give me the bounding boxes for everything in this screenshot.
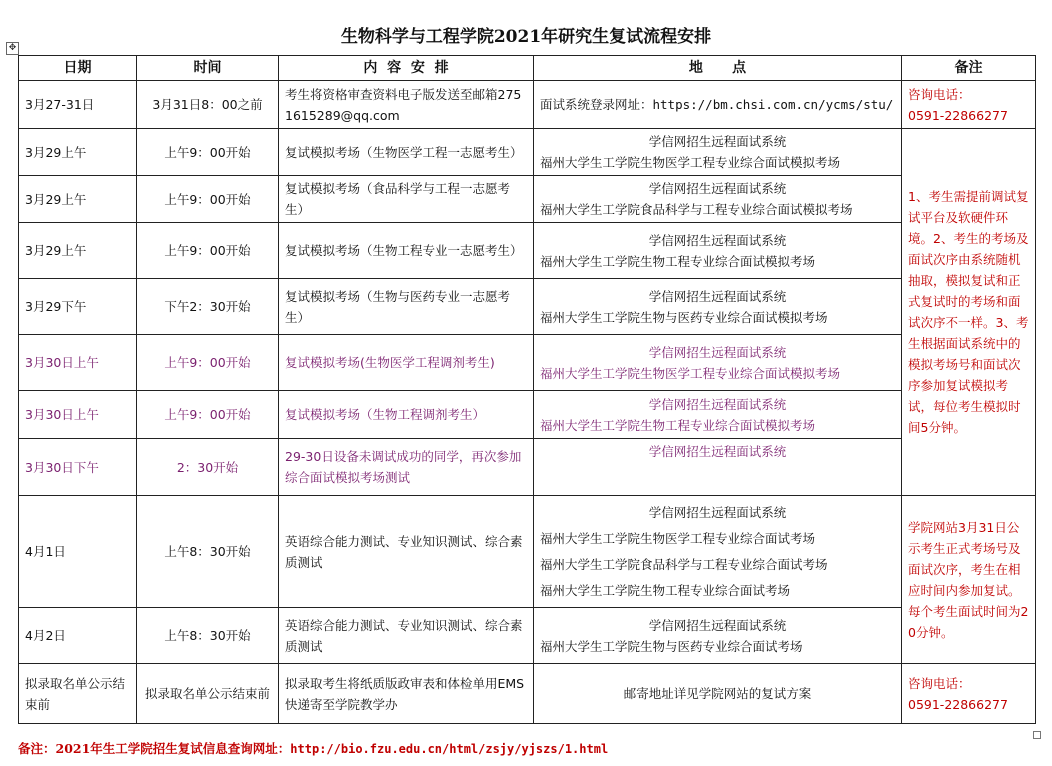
date-cell: 3月29下午: [19, 279, 137, 335]
table-resize-handle-icon[interactable]: [1033, 731, 1041, 739]
place-cell: [534, 176, 902, 223]
note-cell-consult-2: [902, 664, 1036, 724]
content-cell: 考生将资格审查资料电子版发送至邮箱2751615289@qq.com: [279, 81, 534, 129]
table-row: [19, 391, 1036, 439]
time-cell: 下午2：30开始: [137, 279, 279, 335]
date-cell: 4月2日: [19, 608, 137, 664]
place-line: 学信网招生远程面试系统: [648, 344, 787, 360]
place-cell: [534, 439, 902, 496]
table-header-row: [19, 56, 1036, 81]
footer-label: 备注：2021年生工学院招生复试信息查询网址：: [18, 741, 291, 756]
place-line: 学信网招生远程面试系统: [648, 617, 787, 633]
place-cell: [534, 608, 902, 664]
consult-phone: 0591-22866277: [908, 696, 1008, 712]
place-line: 福州大学生工学院食品科学与工程专业综合面试考场: [540, 556, 828, 572]
table-row: [19, 664, 1036, 724]
place-line: 福州大学生工学院生物工程专业综合面试模拟考场: [540, 417, 816, 433]
content-cell: 复试模拟考场（生物与医药专业一志愿考生）: [279, 279, 534, 335]
note-cell-consult: [902, 81, 1036, 129]
place-line: 学信网招生远程面试系统: [648, 444, 787, 459]
place-line: 福州大学生工学院生物与医药专业综合面试考场: [540, 638, 803, 654]
content-cell: 复试模拟考场（食品科学与工程一志愿考生）: [279, 176, 534, 223]
table-row: [19, 335, 1036, 391]
schedule-table: [18, 55, 1036, 724]
header-note: 备注: [902, 56, 1036, 81]
time-cell: 上午9：00开始: [137, 176, 279, 223]
place-line: 福州大学生工学院生物医学工程专业综合面试模拟考场: [540, 155, 841, 170]
content-cell: 复试模拟考场（生物工程调剂考生）: [279, 391, 534, 439]
place-line: 学信网招生远程面试系统: [648, 134, 787, 149]
time-cell: 上午8：30开始: [137, 496, 279, 608]
consult-label: 咨询电话：: [908, 675, 971, 691]
header-time: 时间: [137, 56, 279, 81]
note-cell-formal: 学院网站3月31日公示考生正式考场号及面试次序，考生在相应时间内参加复试。每个考生面试时间为20分钟。: [902, 496, 1036, 664]
place-line: 学信网招生远程面试系统: [648, 288, 787, 304]
table-row: [19, 496, 1036, 608]
place-line: 福州大学生工学院生物医学工程专业综合面试考场: [540, 530, 816, 546]
place-cell: [534, 664, 902, 724]
place-line: 福州大学生工学院食品科学与工程专业综合面试模拟考场: [540, 202, 853, 217]
header-content: 内 容 安 排: [279, 56, 534, 81]
date-cell: 3月30日下午: [19, 439, 137, 496]
table-row: [19, 608, 1036, 664]
consult-label: 咨询电话：: [908, 86, 971, 102]
time-cell: 3月31日8：00之前: [137, 81, 279, 129]
place-cell: [534, 81, 902, 129]
content-cell: 拟录取考生将纸质版政审表和体检单用EMS快递寄至学院教学办: [279, 664, 534, 724]
table-row: [19, 81, 1036, 129]
place-line: 学信网招生远程面试系统: [648, 232, 787, 248]
place-line: 福州大学生工学院生物工程专业综合面试考场: [540, 582, 791, 598]
content-cell: 复试模拟考场（生物医学工程一志愿考生）: [279, 129, 534, 176]
place-cell: [534, 129, 902, 176]
table-row: [19, 176, 1036, 223]
date-cell: 3月30日上午: [19, 335, 137, 391]
place-cell: [534, 279, 902, 335]
date-cell: 3月27-31日: [19, 81, 137, 129]
footer-url-link[interactable]: http://bio.fzu.edu.cn/html/zsjy/yjszs/1.html: [290, 742, 609, 756]
place-line: 福州大学生工学院生物工程专业综合面试模拟考场: [540, 253, 816, 269]
place-line: 福州大学生工学院生物医学工程专业综合面试模拟考场: [540, 365, 841, 381]
date-cell: 3月29上午: [19, 176, 137, 223]
date-cell: 3月29上午: [19, 223, 137, 279]
date-cell: 3月29上午: [19, 129, 137, 176]
footer-note: [18, 739, 608, 757]
consult-phone: 0591-22866277: [908, 107, 1008, 123]
content-cell: 英语综合能力测试、专业知识测试、综合素质测试: [279, 608, 534, 664]
table-move-handle-icon[interactable]: ✥: [6, 42, 19, 55]
place-cell: [534, 335, 902, 391]
place-line: 邮寄地址详见学院网站的复试方案: [623, 686, 812, 701]
time-cell: 2：30开始: [137, 439, 279, 496]
place-line: 学信网招生远程面试系统: [648, 504, 787, 520]
time-cell: 上午9：00开始: [137, 223, 279, 279]
place-line: 学信网招生远程面试系统: [648, 396, 787, 412]
note-cell-mock: 1、考生需提前调试复试平台及软硬件环境。2、考生的考场及面试次序由系统随机抽取，模拟复试和正式复试时的考场和面试次序不一样。3、考生根据面试系统中的模拟考场号和面试次序参加复试模拟考试，每位考生模拟时间5分钟。: [902, 129, 1036, 496]
table-row: [19, 129, 1036, 176]
content-cell: 29-30日设备未调试成功的同学，再次参加综合面试模拟考场测试: [279, 439, 534, 496]
time-cell: 拟录取名单公示结束前: [137, 664, 279, 724]
header-place: 地 点: [534, 56, 902, 81]
time-cell: 上午8：30开始: [137, 608, 279, 664]
header-date: 日期: [19, 56, 137, 81]
table-row: [19, 223, 1036, 279]
place-cell: [534, 223, 902, 279]
table-row: [19, 279, 1036, 335]
content-cell: 复试模拟考场(生物医学工程调剂考生): [279, 335, 534, 391]
date-cell: 4月1日: [19, 496, 137, 608]
date-cell: 3月30日上午: [19, 391, 137, 439]
place-line: 福州大学生工学院生物与医药专业综合面试模拟考场: [540, 309, 828, 325]
time-cell: 上午9：00开始: [137, 391, 279, 439]
table-row: [19, 439, 1036, 496]
place-cell: [534, 391, 902, 439]
time-cell: 上午9：00开始: [137, 129, 279, 176]
date-cell: 拟录取名单公示结束前: [19, 664, 137, 724]
content-cell: 英语综合能力测试、专业知识测试、综合素质测试: [279, 496, 534, 608]
place-line: 学信网招生远程面试系统: [648, 181, 787, 196]
page-title: 生物科学与工程学院2021年研究生复试流程安排: [340, 27, 712, 47]
time-cell: 上午9：00开始: [137, 335, 279, 391]
place-cell: [534, 496, 902, 608]
place-line: 面试系统登录网址：https://bm.chsi.com.cn/ycms/stu/: [540, 97, 894, 112]
content-cell: 复试模拟考场（生物工程专业一志愿考生）: [279, 223, 534, 279]
